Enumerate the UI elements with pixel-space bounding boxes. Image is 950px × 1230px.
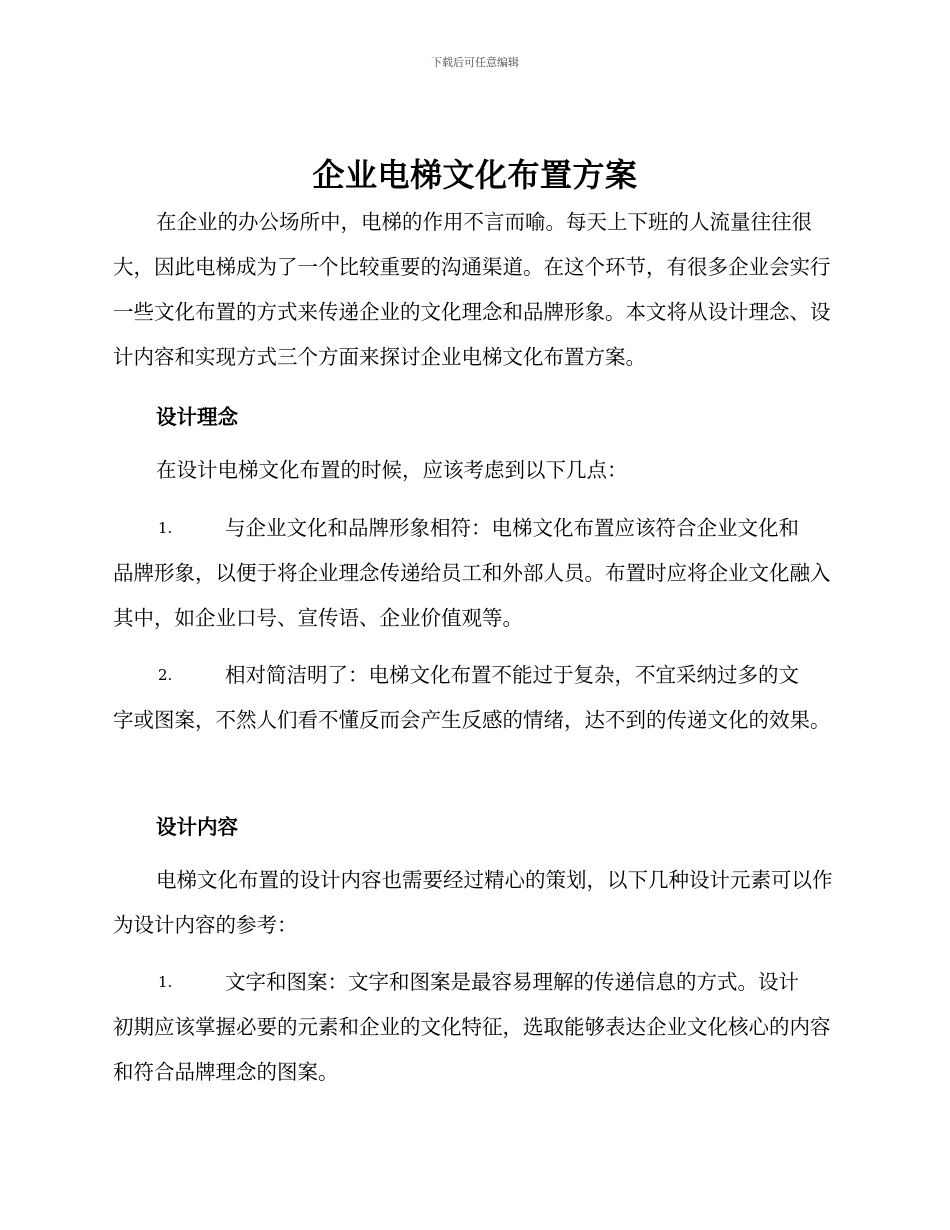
- list-item-first-line: 与企业文化和品牌形象相符：电梯文化布置应该符合企业文化和: [225, 516, 799, 540]
- intro-paragraph: [113, 200, 838, 380]
- list-item: [113, 506, 838, 641]
- section-heading-design-concept: 设计理念: [156, 405, 238, 429]
- document-title: 企业电梯文化布置方案: [312, 156, 638, 194]
- list-number: 1.: [158, 519, 173, 537]
- list-item-continuation: 品牌形象，以便于将企业理念传递给员工和外部人员。布置时应将企业文化融入其中，如企业口号、宣传语、企业价值观等。: [113, 561, 831, 630]
- section2-lead-paragraph: [113, 858, 838, 948]
- list-item-continuation: 字或图案，不然人们看不懂反而会产生反感的情绪，达不到的传递文化的效果。: [113, 708, 831, 732]
- section2-lead-text: 电梯文化布置的设计内容也需要经过精心的策划，以下几种设计元素可以作为设计内容的参考：: [113, 868, 833, 937]
- list-item-first-line: 相对简洁明了：电梯文化布置不能过于复杂，不宜采纳过多的文: [225, 663, 799, 687]
- section1-lead-paragraph: [113, 448, 838, 493]
- list-item-first-line: 文字和图案：文字和图案是最容易理解的传递信息的方式。设计: [225, 970, 799, 994]
- list-number: 2.: [158, 666, 173, 684]
- list-item: [113, 960, 838, 1095]
- list-number: 1.: [158, 973, 173, 991]
- list-item-continuation: 初期应该掌握必要的元素和企业的文化特征，选取能够表达企业文化核心的内容和符合品牌理念的图案。: [113, 1015, 831, 1084]
- list-item: [113, 653, 838, 743]
- section1-lead-text: 在设计电梯文化布置的时候，应该考虑到以下几点：: [156, 458, 628, 482]
- section1-list-item-1: [113, 506, 838, 641]
- section2-list-item-1: [113, 960, 838, 1095]
- header-note: 下载后可任意编辑: [431, 56, 519, 69]
- section-heading-design-content: 设计内容: [156, 815, 238, 839]
- intro-text: 在企业的办公场所中，电梯的作用不言而喻。每天上下班的人流量往往很大，因此电梯成为了一个比较重要的沟通渠道。在这个环节，有很多企业会实行一些文化布置的方式来传递企业的文化理念和品牌形象。本文将从设计理念、设计内容和实现方式三个方面来探讨企业电梯文化布置方案。: [113, 210, 831, 369]
- section1-list-item-2: [113, 653, 838, 743]
